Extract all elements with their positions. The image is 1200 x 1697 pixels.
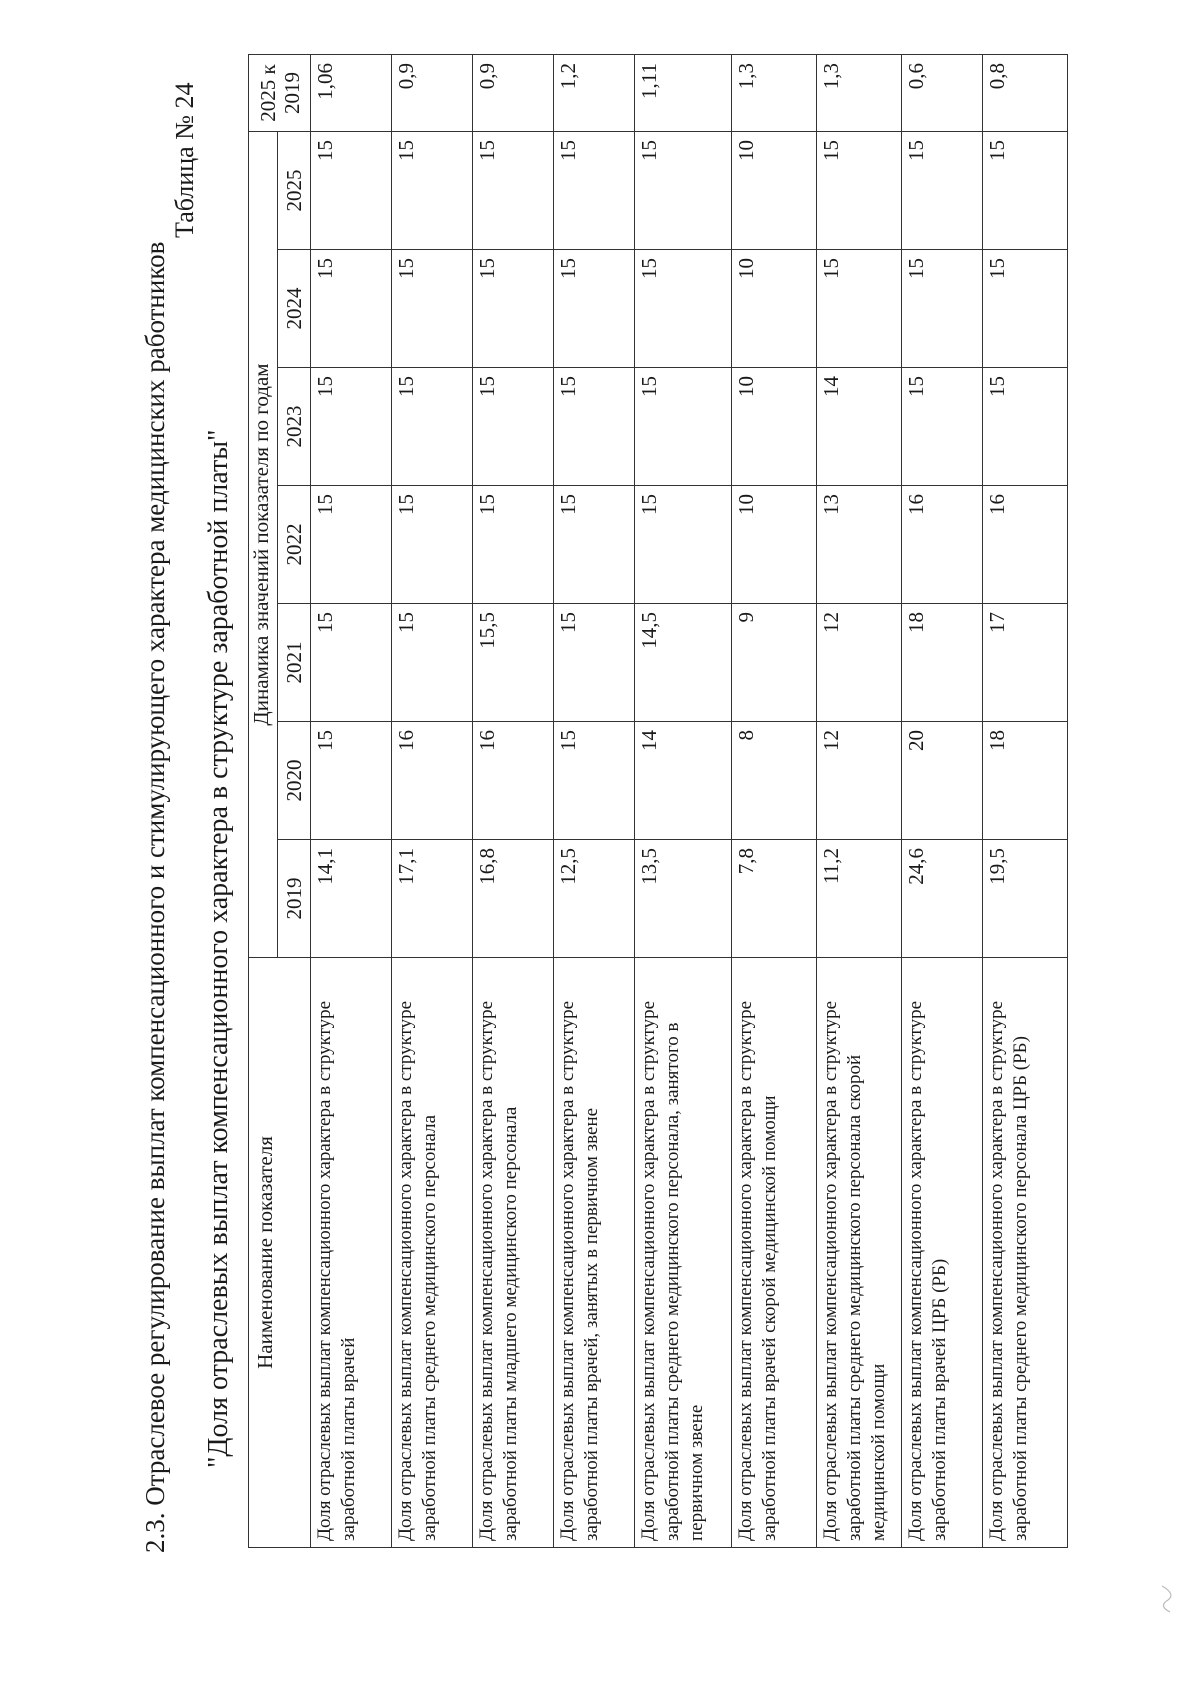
section-title: 2.3. Отраслевое регулирование выплат компенсационного и стимулирующего характера медицинских работников [140,241,170,1553]
table-cell: 14,1 [311,840,392,958]
table-row [554,54,635,1547]
table-cell: 11,2 [817,840,902,958]
table-cell: 15 [902,131,983,249]
table-cell: 15 [554,131,635,249]
table-cell: 15 [311,368,392,486]
table-cell: 15 [392,604,473,722]
table-cell: 1,2 [554,54,635,131]
table-cell: 15 [554,604,635,722]
table-cell: 15 [473,131,554,249]
table-cell: 15 [554,250,635,368]
table-cell: 1,06 [311,54,392,131]
table-row [473,54,554,1547]
table-cell: 15 [392,250,473,368]
indicator-name: Доля отраслевых выплат компенсационного характера в структуре заработной платы среднего медицинского персонала, занятого в первичном звене [635,958,732,1548]
year-header: 2023 [278,368,311,486]
table-cell: 15 [473,250,554,368]
table-cell: 15 [392,131,473,249]
table-cell: 16,8 [473,840,554,958]
table-row [817,54,902,1547]
table-cell: 15 [311,250,392,368]
table-cell: 15 [473,486,554,604]
table-caption: "Доля отраслевых выплат компенсационного характера в структуре заработной платы" [203,429,234,1468]
table-cell: 13,5 [635,840,732,958]
table-cell: 15 [902,250,983,368]
dynamics-header: Динамика значений показателя по годам [249,131,278,957]
indicator-name: Доля отраслевых выплат компенсационного характера в структуре заработной платы врачей [311,958,392,1548]
table-cell: 15 [392,486,473,604]
table-cell: 1,3 [732,54,817,131]
table-cell: 19,5 [983,840,1068,958]
table-cell: 10 [732,486,817,604]
table-cell: 15 [817,131,902,249]
table-cell: 14,5 [635,604,732,722]
table-cell: 20 [902,722,983,840]
pen-mark-icon [1150,1578,1180,1618]
table-cell: 13 [817,486,902,604]
table-row [902,54,983,1547]
year-header: 2021 [278,604,311,722]
table-cell: 15 [983,131,1068,249]
table-cell: 17 [983,604,1068,722]
table-row [732,54,817,1547]
table-cell: 14 [817,368,902,486]
table-cell: 15 [635,131,732,249]
table-cell: 15 [473,368,554,486]
indicator-name: Доля отраслевых выплат компенсационного характера в структуре заработной платы врачей ЦРБ (РБ) [902,958,983,1548]
table-cell: 15 [392,368,473,486]
table-cell: 15 [311,486,392,604]
table-cell: 0,8 [983,54,1068,131]
table-number: Таблица № 24 [170,82,199,238]
year-header: 2020 [278,722,311,840]
table-cell: 10 [732,131,817,249]
table-cell: 8 [732,722,817,840]
table-cell: 15 [983,250,1068,368]
table-row [635,54,732,1547]
table-cell: 16 [473,722,554,840]
year-header: 2025 [278,131,311,249]
table-cell: 18 [902,604,983,722]
indicator-name: Доля отраслевых выплат компенсационного характера в структуре заработной платы среднего медицинского персонала [392,958,473,1548]
table-cell: 15 [311,722,392,840]
year-header: 2022 [278,486,311,604]
table-cell: 0,9 [392,54,473,131]
table-cell: 15 [902,368,983,486]
table-cell: 9 [732,604,817,722]
table-row [983,54,1068,1547]
table-cell: 16 [902,486,983,604]
indicator-name: Доля отраслевых выплат компенсационного характера в структуре заработной платы среднего медицинского персонала ЦРБ (РБ) [983,958,1068,1548]
table-cell: 1,3 [817,54,902,131]
indicator-name: Доля отраслевых выплат компенсационного характера в структуре заработной платы среднего медицинского персонала скорой медицинской помощи [817,958,902,1548]
indicator-name: Доля отраслевых выплат компенсационного характера в структуре заработной платы врачей, занятых в первичном звене [554,958,635,1548]
table-cell: 15,5 [473,604,554,722]
table-cell: 12 [817,722,902,840]
table-cell: 15 [635,486,732,604]
indicator-name: Доля отраслевых выплат компенсационного характера в структуре заработной платы врачей скорой медицинской помощи [732,958,817,1548]
table-cell: 15 [311,604,392,722]
table-cell: 17,1 [392,840,473,958]
table-cell: 7,8 [732,840,817,958]
table-cell: 15 [554,368,635,486]
table-cell: 18 [983,722,1068,840]
name-column-header: Наименование показателя [249,958,311,1548]
table-cell: 24,6 [902,840,983,958]
year-header: 2019 [278,840,311,958]
table-cell: 15 [554,486,635,604]
table-cell: 16 [392,722,473,840]
data-table [248,54,1068,1548]
table-cell: 14 [635,722,732,840]
table-row [392,54,473,1547]
year-header: 2024 [278,250,311,368]
table-cell: 16 [983,486,1068,604]
table-row [311,54,392,1547]
table-cell: 15 [311,131,392,249]
table-cell: 15 [554,722,635,840]
table-cell: 15 [983,368,1068,486]
ratio-column-header: 2025 к 2019 [249,54,311,131]
table-cell: 10 [732,250,817,368]
table-cell: 12 [817,604,902,722]
table-cell: 12,5 [554,840,635,958]
rotated-document-page [100,48,1100,1648]
table-cell: 0,9 [473,54,554,131]
table-cell: 0,6 [902,54,983,131]
table-cell: 15 [635,250,732,368]
table-cell: 15 [817,250,902,368]
table-cell: 15 [635,368,732,486]
table-cell: 1,11 [635,54,732,131]
indicator-name: Доля отраслевых выплат компенсационного характера в структуре заработной платы младшего медицинского персонала [473,958,554,1548]
table-cell: 10 [732,368,817,486]
